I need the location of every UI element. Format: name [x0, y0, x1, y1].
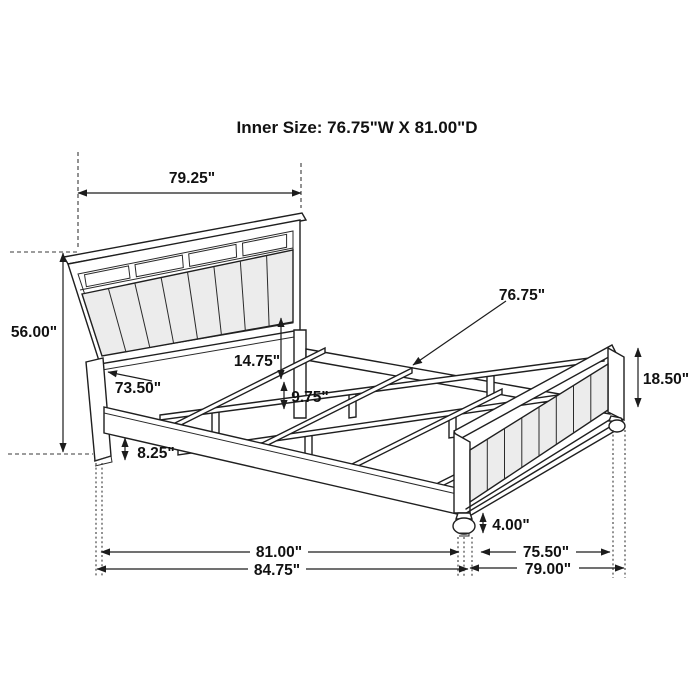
- dim-label-footboard-outer-width: 79.00": [524, 561, 572, 578]
- dim-label-headboard-height: 56.00": [10, 324, 58, 341]
- dim-slat-length: [413, 287, 545, 365]
- dim-label-inner-length: 81.00": [255, 544, 303, 561]
- dim-label-outer-length: 84.75": [253, 562, 301, 579]
- dim-label-foot-height: 4.00": [492, 517, 530, 534]
- footboard-far-post: [608, 348, 624, 420]
- dim-label-footboard-height: 18.50": [642, 371, 690, 388]
- inner-size-title: Inner Size: 76.75"W X 81.00"D: [236, 118, 478, 137]
- dim-footboard-inner-width: [481, 544, 610, 561]
- dim-label-slat-length: 76.75": [498, 287, 546, 304]
- dim-label-side-rail-height: 8.25": [137, 445, 175, 462]
- footboard-near-post: [454, 433, 470, 513]
- dim-footboard-height: [638, 348, 689, 407]
- dim-headboard-inner-width: [108, 372, 161, 397]
- dim-outer-length: [97, 562, 468, 579]
- dim-label-slat-clearance: 9.75": [291, 389, 329, 406]
- dim-inner-length: [101, 544, 459, 561]
- footboard-near-foot: [453, 513, 475, 536]
- dim-label-headboard-outer-width: 79.25": [168, 170, 216, 187]
- dim-foot-height: [483, 513, 530, 534]
- dim-label-footboard-inner-width: 75.50": [522, 544, 570, 561]
- dim-headboard-outer-width: [78, 170, 301, 193]
- dim-headboard-height: [11, 253, 63, 452]
- dim-label-headboard-panel-height: 14.75": [233, 353, 281, 370]
- dim-footboard-outer-width: [470, 561, 624, 578]
- dim-label-headboard-inner-width: 73.50": [114, 380, 162, 397]
